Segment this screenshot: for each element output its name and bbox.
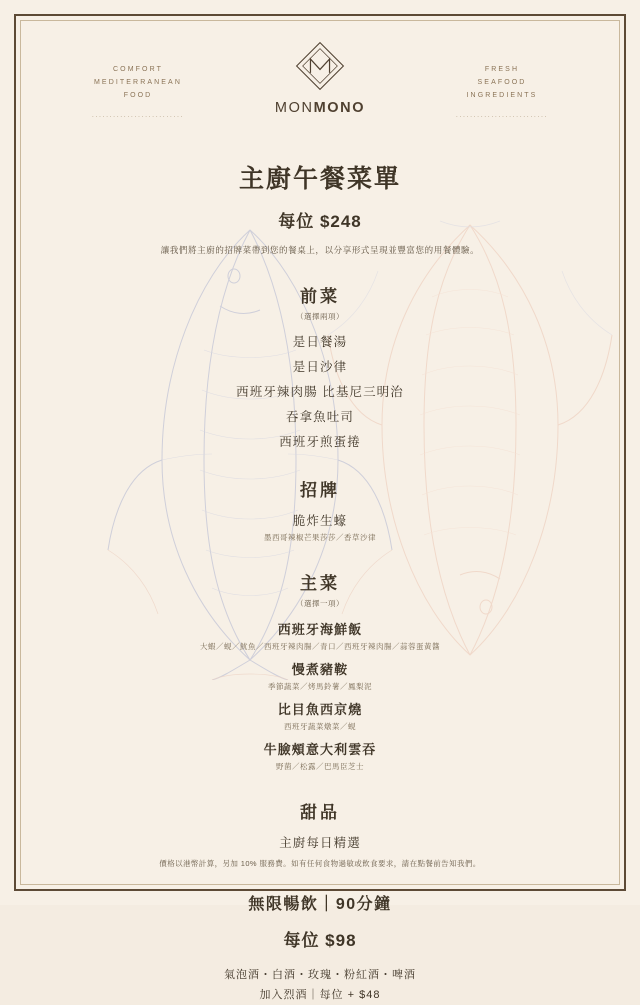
drinks-block xyxy=(46,891,594,1005)
header-tagline-right xyxy=(422,40,582,123)
item-name: 是日餐湯 xyxy=(292,334,348,349)
brand-name-first: MON xyxy=(274,100,314,116)
list-item xyxy=(46,619,594,652)
section-title: 招牌 xyxy=(300,480,340,500)
section-note: （選擇一項） xyxy=(296,598,344,608)
item-ingredients: 季節蔬菜／烤馬鈴薯／鳳梨泥 xyxy=(268,681,372,691)
menu-section-appetizers xyxy=(46,282,594,450)
header-tagline-right-line-3: INGREDIENTS xyxy=(466,91,538,99)
menu-header xyxy=(46,34,594,123)
drinks-list xyxy=(46,965,594,1005)
drinks-line-2: 加入烈酒｜每位 + $48 xyxy=(259,989,381,1002)
menu-description: 讓我們將主廚的招牌菜帶到您的餐桌上，以分享形式呈現並豐富您的用餐體驗。 xyxy=(160,244,480,255)
brand-name-second: MONO xyxy=(313,100,366,116)
list-item xyxy=(46,332,594,350)
footnote: 價格以港幣計算，另加 10% 服務費。如有任何食物過敏或飲食要求，請在點餐前告知我們。 xyxy=(159,859,481,868)
brand-name xyxy=(275,100,365,116)
section-title: 甜品 xyxy=(300,802,340,822)
menu-section-mains xyxy=(46,569,594,772)
diamond-monogram-icon xyxy=(294,40,346,92)
menu-price-per-person: 每位 $248 xyxy=(278,211,362,231)
item-name: 西班牙煎蛋捲 xyxy=(279,434,361,449)
list-item xyxy=(46,407,594,425)
item-name: 西班牙海鮮飯 xyxy=(277,621,363,637)
header-tagline-left-line-3: FOOD xyxy=(123,91,153,99)
list-item xyxy=(46,357,594,375)
item-ingredients: 野菌／松露／巴馬臣芝士 xyxy=(276,761,364,771)
header-dots-left: .......................... xyxy=(91,111,185,119)
list-item xyxy=(46,699,594,732)
header-tagline-right-line-2: SEAFOOD xyxy=(477,78,527,86)
item-ingredients: 大蝦／蜆／魷魚／西班牙辣肉腸／青口／西班牙辣肉腸／蒜蓉蛋黃醬 xyxy=(200,641,440,651)
list-item xyxy=(46,382,594,400)
item-name: 西班牙辣肉腸 比基尼三明治 xyxy=(236,384,404,399)
section-items xyxy=(46,511,594,543)
list-item xyxy=(46,739,594,772)
header-tagline-left-line-1: COMFORT xyxy=(113,66,163,73)
section-title: 主菜 xyxy=(300,573,340,593)
section-items xyxy=(46,619,594,772)
menu-section-dessert xyxy=(46,798,594,851)
item-name: 主廚每日精選 xyxy=(279,835,361,850)
drinks-price: 每位 $98 xyxy=(283,930,357,950)
list-item xyxy=(46,659,594,692)
header-tagline-left xyxy=(58,40,218,123)
page-title: 主廚午餐菜單 xyxy=(238,164,401,193)
header-tagline-left-line-2: MEDITERRANEAN xyxy=(94,78,182,86)
section-items xyxy=(46,332,594,450)
menu-section-signature xyxy=(46,476,594,543)
header-dots-right: .......................... xyxy=(455,111,549,119)
header-tagline-right-line-1: FRESH xyxy=(484,66,520,73)
drinks-line-1: 氣泡酒・白酒・玫瑰・粉紅酒・啤酒 xyxy=(224,968,416,981)
list-item xyxy=(46,432,594,450)
list-item xyxy=(46,511,594,543)
item-name: 脆炸生蠔 xyxy=(292,513,348,528)
section-note: （選擇兩項） xyxy=(296,311,344,321)
section-title: 前菜 xyxy=(300,286,340,306)
drinks-title: 無限暢飲｜90分鐘 xyxy=(248,895,392,913)
item-ingredients: 墨西哥辣椒芒果莎莎／香草沙律 xyxy=(264,532,376,542)
brand-block xyxy=(220,40,420,116)
item-name: 是日沙律 xyxy=(292,359,348,374)
item-name: 比目魚西京燒 xyxy=(277,701,363,717)
item-name: 牛臉頰意大利雲吞 xyxy=(263,741,377,757)
item-name: 吞拿魚吐司 xyxy=(285,409,354,424)
item-name: 慢煮豬鞍 xyxy=(291,661,349,677)
item-ingredients: 西班牙蔬菜燉菜／蜆 xyxy=(284,721,356,731)
